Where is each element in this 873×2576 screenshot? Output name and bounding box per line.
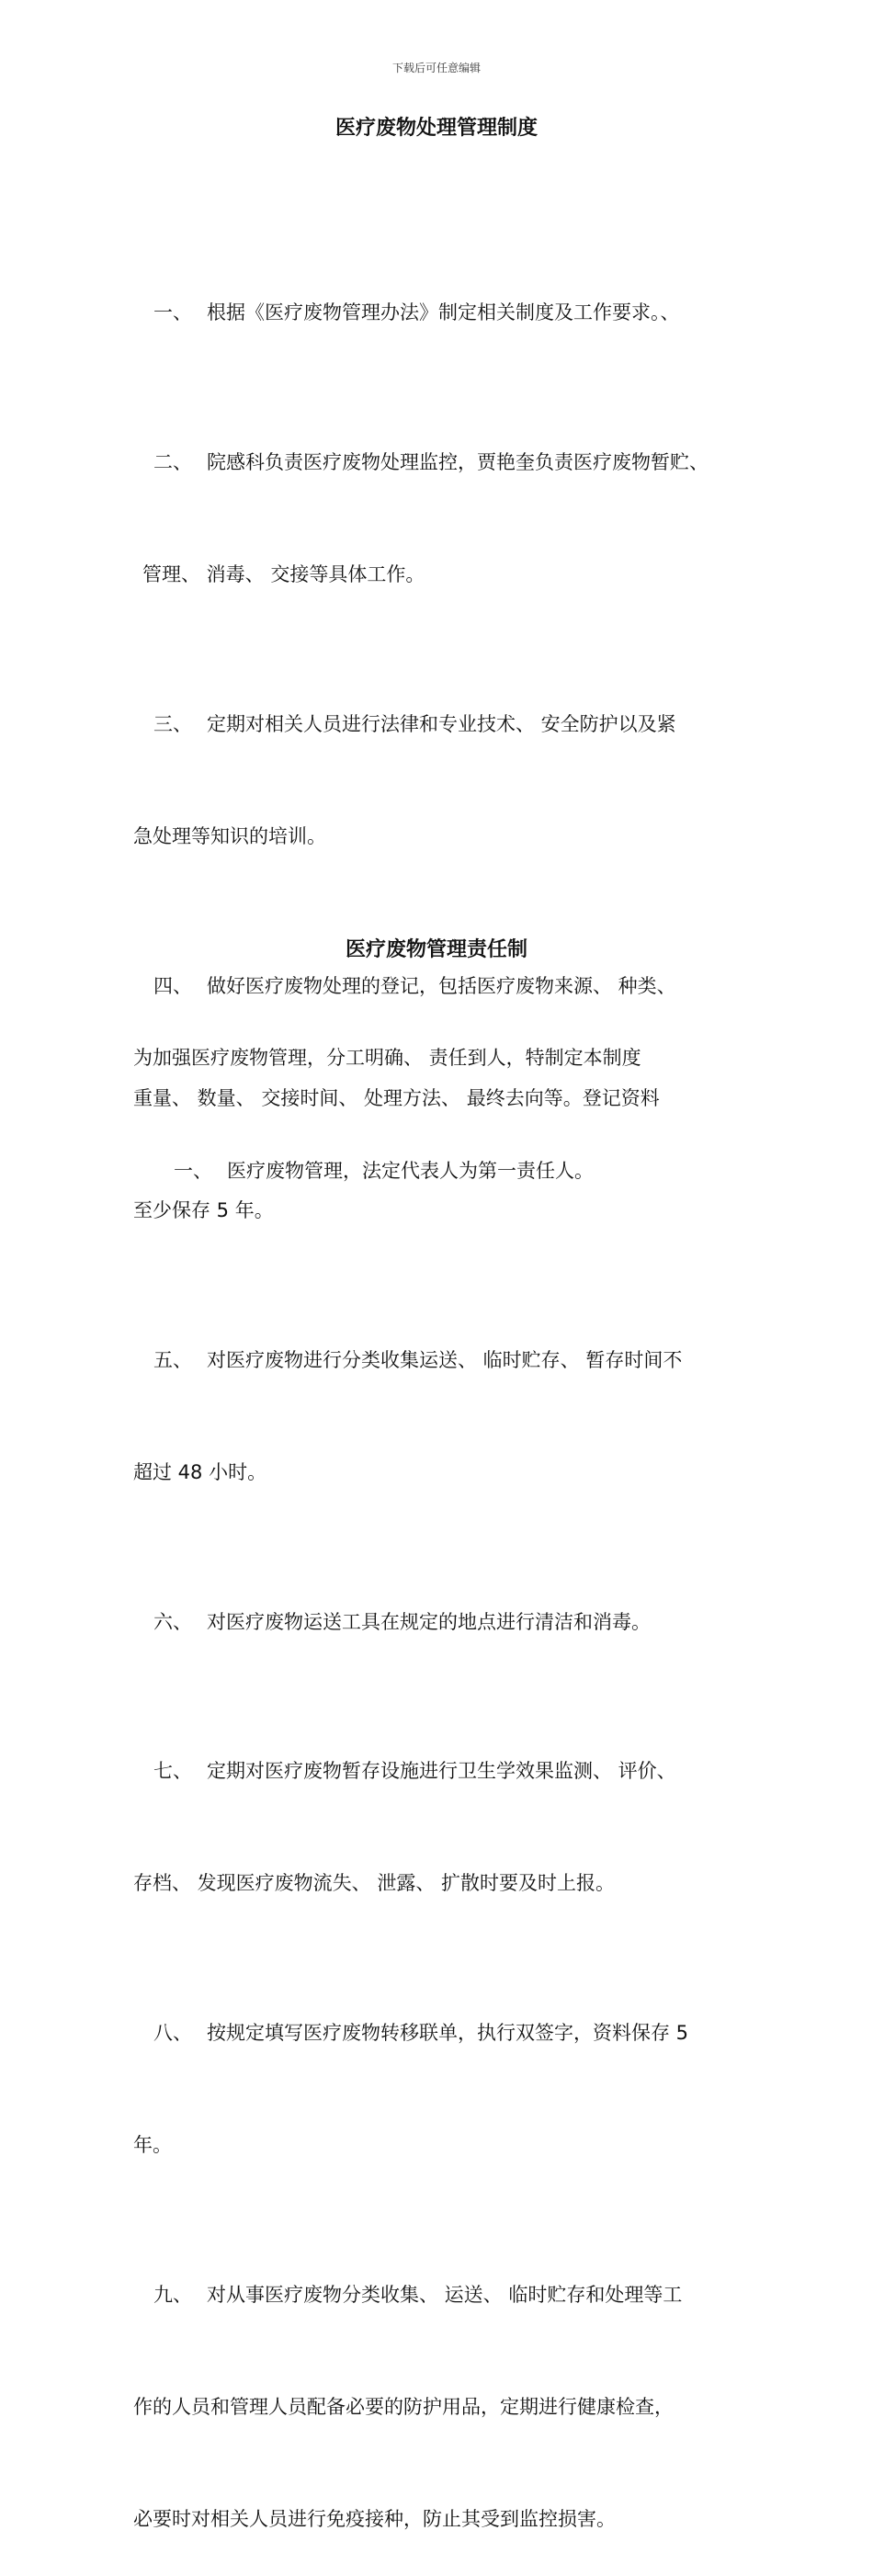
- list-item: [133, 444, 749, 482]
- item-continuation: 管理、 消毒、 交接等具体工作。: [142, 563, 425, 585]
- list-item: [133, 1604, 749, 1641]
- item-continuation: 存档、 发现医疗废物流失、 泄露、 扩散时要及时上报。: [133, 1872, 616, 1895]
- item-text: 定期对医疗废物暂存设施进行卫生学效果监测、 评价、: [207, 1760, 676, 1783]
- item-number: 三、: [153, 712, 192, 735]
- section2-title: 医疗废物管理责任制: [345, 938, 527, 961]
- list-item: [133, 2014, 749, 2052]
- list-item: [133, 1753, 749, 1790]
- item-text: 按规定填写医疗废物转移联单，执行双签字，资料保存 5: [207, 2022, 689, 2045]
- item-text: 做好医疗废物处理的登记，包括医疗废物来源、 种类、: [207, 974, 676, 997]
- header-note: 下载后可任意编辑: [391, 62, 481, 74]
- item-continuation: 重量、 数量、 交接时间、 处理方法、 最终去向等。登记资料: [133, 1086, 660, 1109]
- item-continuation: 必要时对相关人员进行免疫接种，防止其受到监控损害。: [133, 2508, 616, 2531]
- section1-title: 医疗废物处理管理制度: [334, 117, 538, 140]
- section2-intro: 为加强医疗废物管理，分工明确、 责任到人，特制定本制度: [133, 1047, 641, 1070]
- section1-body: [133, 182, 749, 2576]
- list-item: [133, 706, 749, 743]
- item-continuation: 急处理等知识的培训。: [133, 824, 326, 847]
- item-text: 对从事医疗废物分类收集、 运送、 临时贮存和处理等工: [207, 2284, 683, 2307]
- item-number: 一、: [174, 1159, 212, 1182]
- item-number: 四、: [153, 974, 192, 997]
- item-continuation: 至少保存 5 年。: [133, 1198, 274, 1221]
- item-number: 九、: [153, 2284, 192, 2307]
- section2-body: [133, 965, 749, 1227]
- item-text: 院感科负责医疗废物处理监控，贾艳奎负责医疗废物暂贮、: [207, 450, 709, 473]
- item-text: 对医疗废物运送工具在规定的地点进行清洁和消毒。: [207, 1610, 651, 1633]
- item-number: 八、: [153, 2022, 192, 2045]
- item-continuation: 年。: [133, 2134, 172, 2157]
- item-continuation: 超过 48 小时。: [133, 1460, 267, 1483]
- list-item: [133, 294, 749, 332]
- list-item: [133, 2276, 749, 2314]
- item-number: 七、: [153, 1760, 192, 1783]
- item-number: 六、: [153, 1610, 192, 1633]
- item-text: 定期对相关人员进行法律和专业技术、 安全防护以及紧: [207, 712, 676, 735]
- item-number: 二、: [153, 450, 192, 473]
- item-continuation: 作的人员和管理人员配备必要的防护用品，定期进行健康检查，: [133, 2396, 674, 2419]
- item-text: 对医疗废物进行分类收集运送、 临时贮存、 暂存时间不: [207, 1348, 683, 1371]
- list-item: [133, 1152, 749, 1190]
- item-number: 一、: [153, 301, 192, 324]
- item-number: 五、: [153, 1348, 192, 1371]
- item-text: 根据《医疗废物管理办法》制定相关制度及工作要求。、: [207, 301, 680, 324]
- item-text: 医疗废物管理，法定代表人为第一责任人。: [227, 1159, 594, 1182]
- list-item: [133, 1342, 749, 1379]
